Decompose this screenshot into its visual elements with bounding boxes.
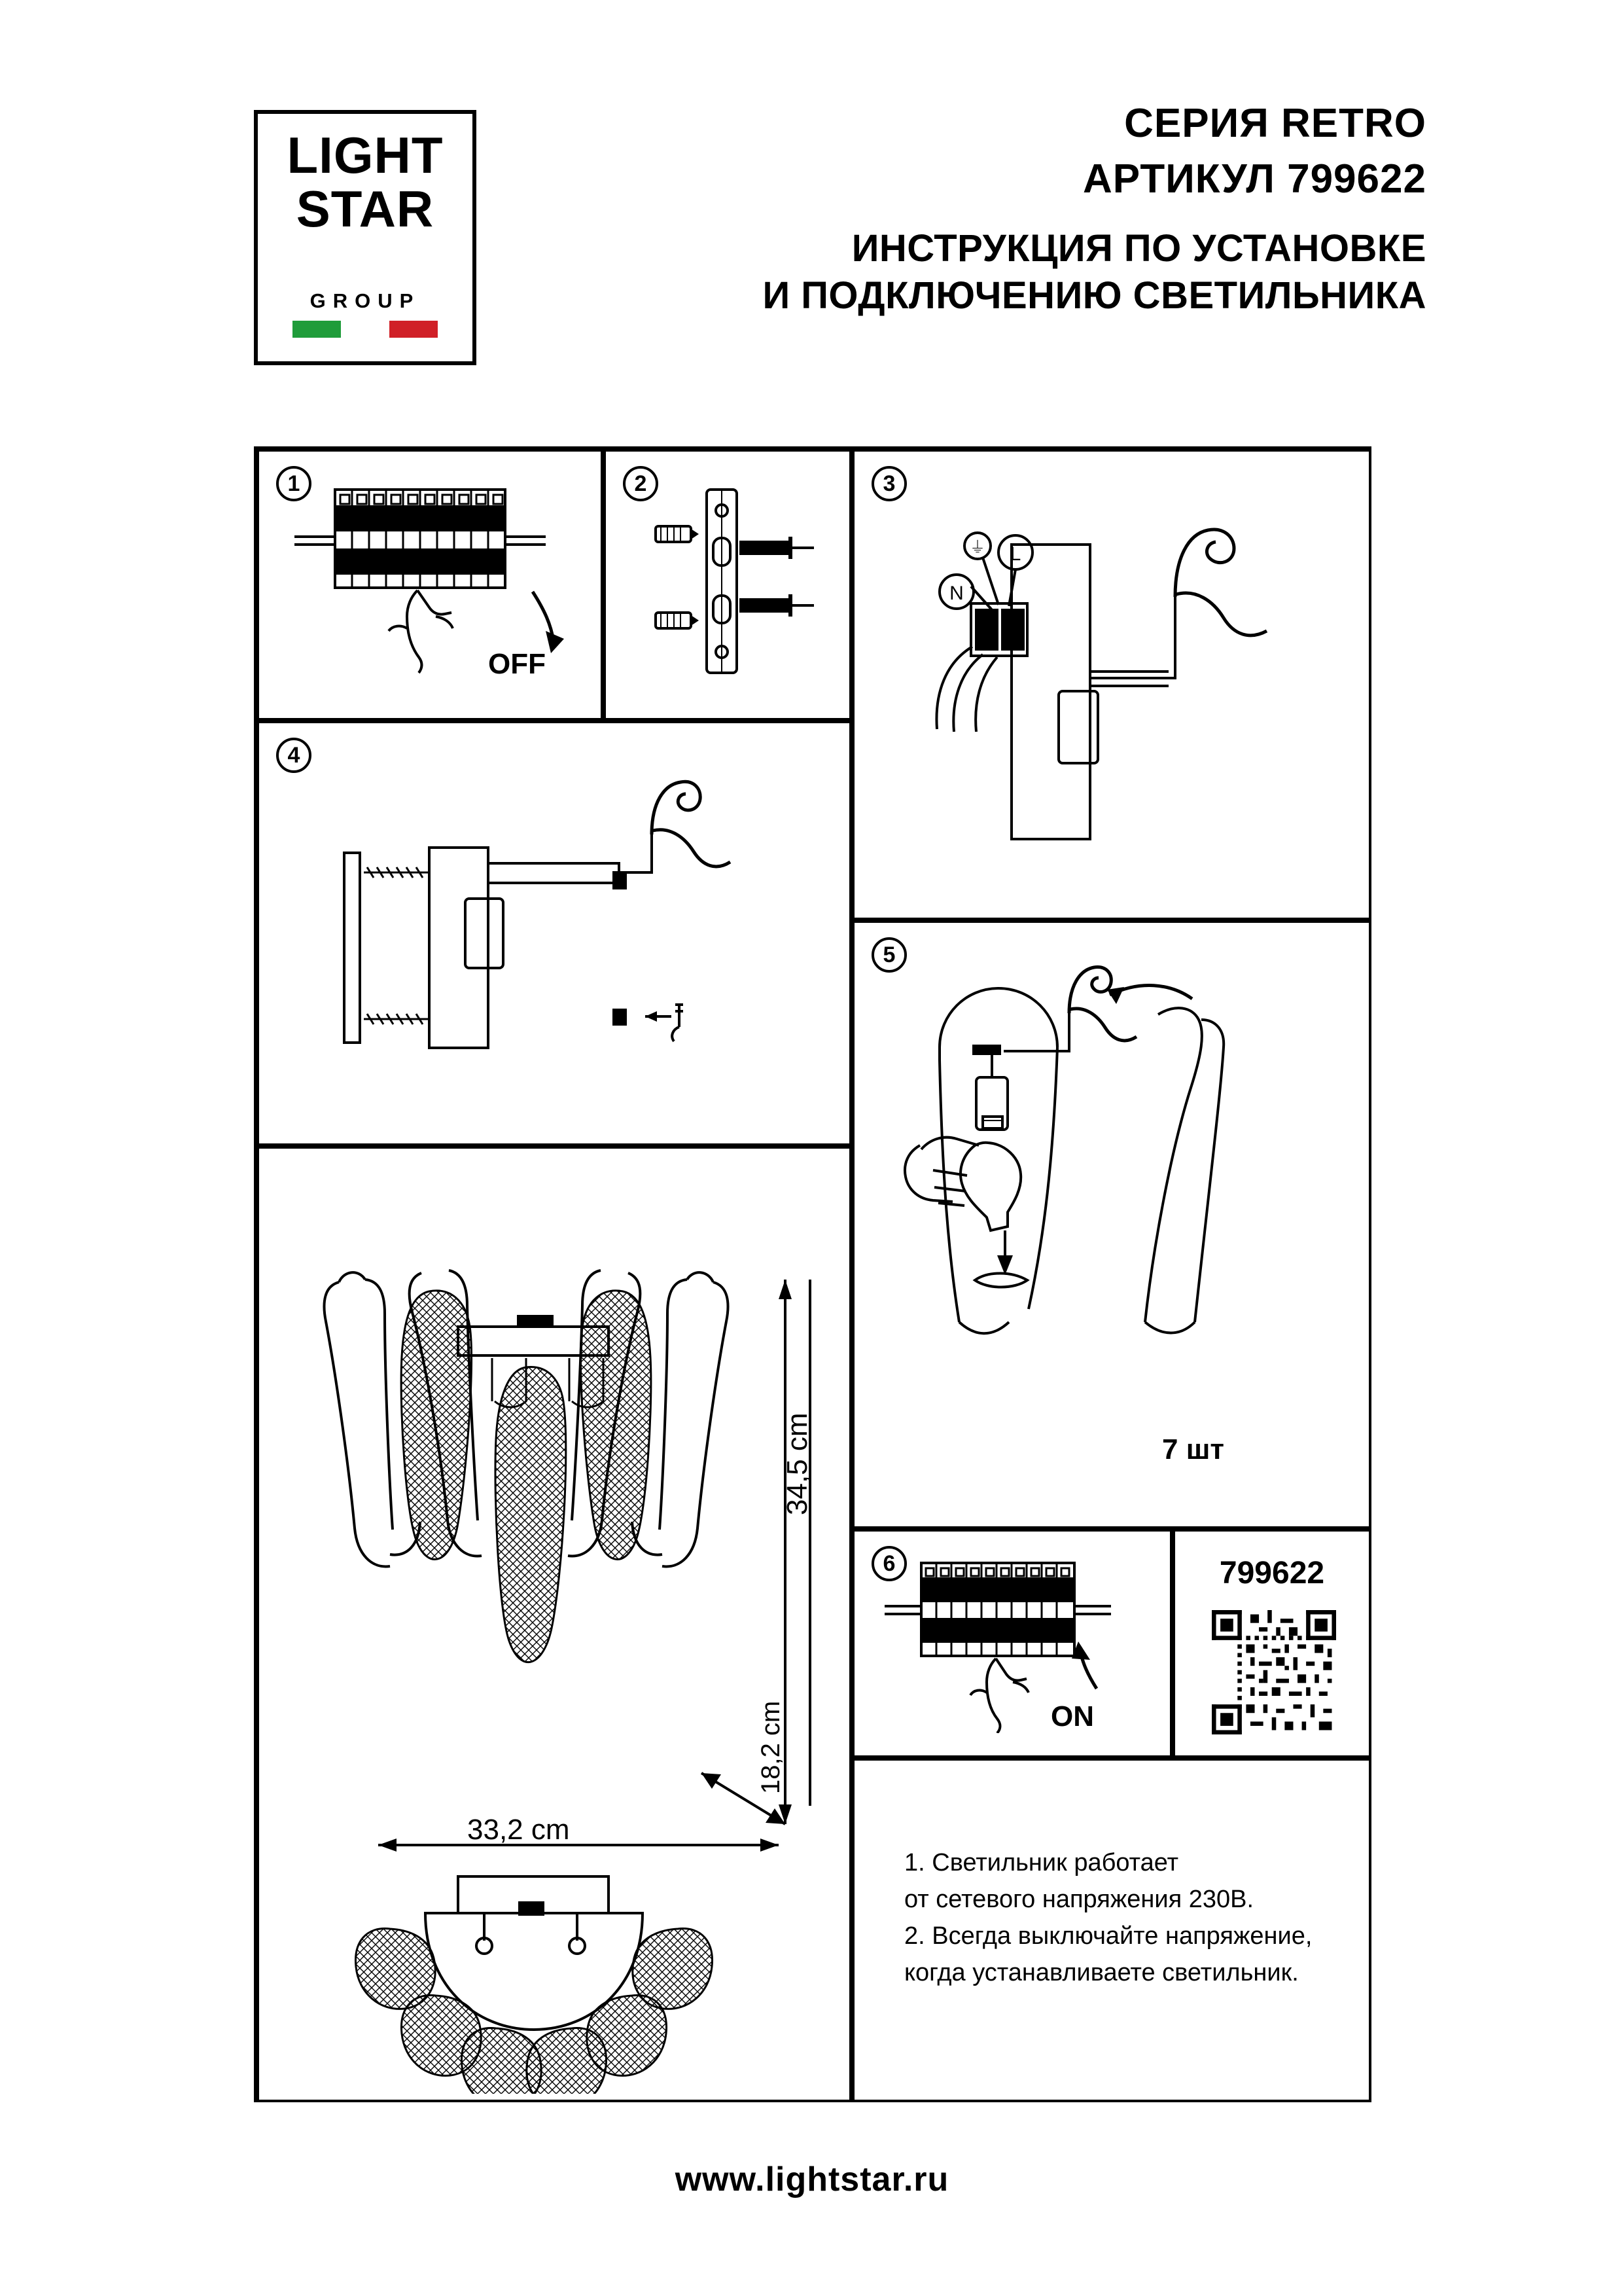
step-1-label: OFF <box>488 648 546 680</box>
step-3-number: 3 <box>872 466 907 501</box>
step-1-panel <box>256 449 603 721</box>
brand-group-text: GROUP <box>309 289 421 312</box>
page-header <box>0 0 1624 406</box>
brand-line-2: STAR <box>296 180 434 238</box>
step-4-number: 4 <box>276 738 311 773</box>
product-dimensions-panel <box>256 1146 852 2102</box>
note-line-3: 2. Всегда выключайте напряжение, <box>904 1922 1313 1950</box>
step-3-panel <box>852 449 1371 920</box>
dimension-height-label: 34,5 cm <box>781 1412 813 1515</box>
footer-website[interactable]: www.lightstar.ru <box>675 2161 949 2198</box>
step-6-panel <box>852 1529 1173 1758</box>
step-6-label: ON <box>1051 1700 1094 1732</box>
step-2-panel <box>603 449 852 721</box>
dimension-width-label: 33,2 cm <box>467 1814 570 1846</box>
dimension-depth-label: 18,2 cm <box>756 1700 785 1794</box>
notes-panel <box>852 1758 1371 2102</box>
step-5-label: 7 шт <box>1162 1433 1224 1465</box>
brand-line-1: LIGHT <box>287 126 444 184</box>
step-2-number: 2 <box>623 466 658 501</box>
wiring-earth-label: ⏚ <box>970 539 985 556</box>
step-4-panel <box>256 721 852 1146</box>
note-line-1: 1. Светильник работает <box>904 1849 1179 1876</box>
instruction-title-line2: И ПОДКЛЮЧЕНИЮ СВЕТИЛЬНИКА <box>762 274 1426 317</box>
article-label: АРТИКУЛ 799622 <box>1083 156 1426 202</box>
qr-code-label: 799622 <box>1219 1556 1325 1590</box>
brand-logo <box>254 110 476 365</box>
note-line-4: когда устанавливаете светильник. <box>904 1959 1299 1986</box>
wiring-neutral-label: N <box>949 583 964 604</box>
wiring-live-label: L <box>1010 543 1021 565</box>
title-block <box>510 98 1426 319</box>
italian-flag-icon <box>292 321 438 338</box>
instruction-title-line1: ИНСТРУКЦИЯ ПО УСТАНОВКЕ <box>851 227 1426 270</box>
step-6-number: 6 <box>872 1546 907 1581</box>
instruction-sheet <box>254 446 1371 2102</box>
note-line-2: от сетевого напряжения 230В. <box>904 1886 1254 1913</box>
step-5-panel <box>852 920 1371 1529</box>
step-1-number: 1 <box>276 466 311 501</box>
qr-panel <box>1173 1529 1371 1758</box>
brand-logo-text <box>258 128 472 236</box>
series-label: СЕРИЯ RETRO <box>1124 101 1426 146</box>
qr-code-icon <box>1212 1610 1336 1734</box>
step-5-number: 5 <box>872 937 907 973</box>
